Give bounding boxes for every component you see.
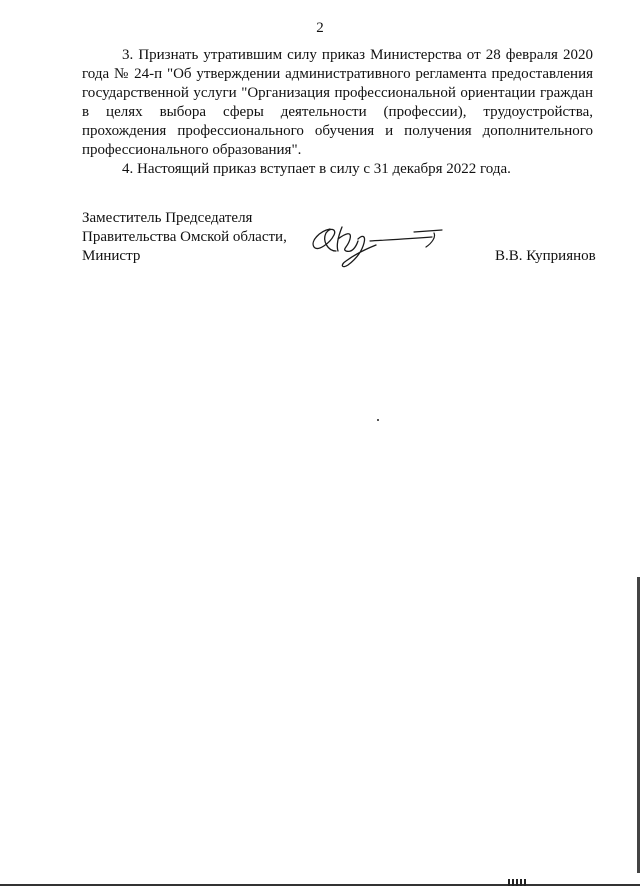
page-number: 2 <box>316 20 324 36</box>
scan-edge-mark <box>508 879 528 886</box>
scan-edge-bottom <box>0 884 640 886</box>
paragraph-3: 3. Признать утратившим силу приказ Министерства от 28 февраля 2020 года № 24-п "Об утверждении административного регламента предоставления государственной услуги "Организация профессиональной ориентации граждан в целях выбора сферы деятельности (профессии), трудоустройства, прохождения профессионального обучения и получения дополнительного профессионального образования". <box>82 47 593 158</box>
signatory-title-line: Правительства Омской области, <box>82 229 287 245</box>
handwritten-signature <box>306 221 448 271</box>
scan-speck <box>377 419 379 421</box>
body-text <box>82 46 593 179</box>
paragraph-4: 4. Настоящий приказ вступает в силу с 31 декабря 2022 года. <box>122 161 511 177</box>
signatory-name: В.В. Куприянов <box>495 248 596 264</box>
signatory-title <box>82 209 287 266</box>
signatory-title-line: Министр <box>82 248 141 264</box>
signatory-title-line: Заместитель Председателя <box>82 210 253 226</box>
